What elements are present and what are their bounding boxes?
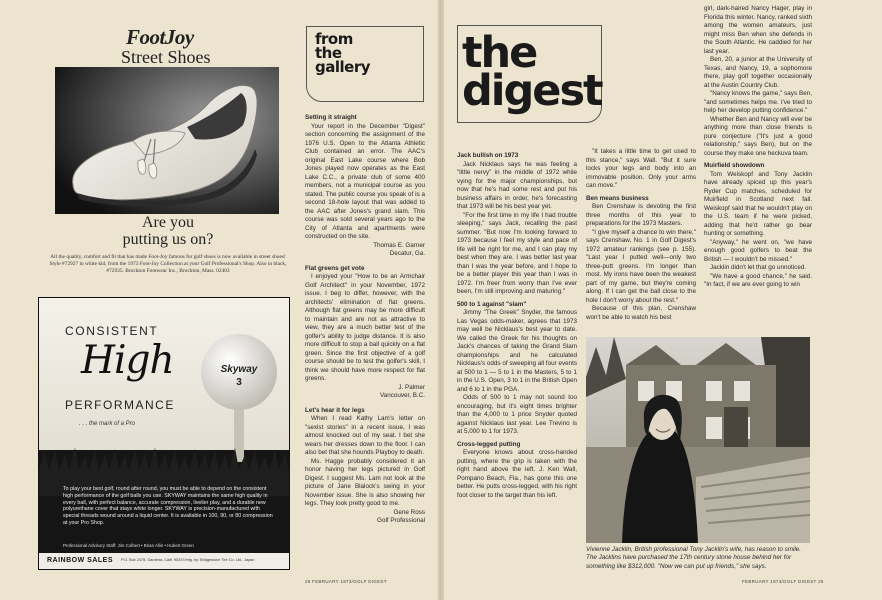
skyway-consistent: CONSISTENT <box>65 324 159 338</box>
article-heading: Muirfield showdown <box>704 162 765 169</box>
letter-2 <box>305 265 425 401</box>
jacklin-photo <box>586 337 810 543</box>
article-paragraph: "For the first time in my life I had trouble sleeping," says Jack, recalling the past summer. "But now I'm looking forward to 1973 because I feel my style and pace of life will be right for me, and I can play my best when they are. I was better last year than I was the year before, and I hope to be a better player this year than I was in 1972. I'm freer from worry than I've ever been, I'm still improving and maturing." <box>457 211 577 295</box>
gallery-title-gallery: gallery <box>315 58 370 76</box>
article-paragraph: Ben Crenshaw is devoting the first three months of this year to preparations for the 1973 Masters. <box>586 203 696 227</box>
article-paragraph: Jacklin didn't let that go unnoticed. <box>710 264 807 271</box>
article-paragraph: Jack Nicklaus says he was feeling a "little nervy" in the middle of 1972 while vying for the major championships, but now that he's had some rest and put his business affairs in order, he's forecasting that 1973 will be his best year yet. <box>457 160 577 210</box>
article-heading: Ben means business <box>586 194 649 202</box>
letter-3 <box>305 407 425 526</box>
skyway-high: High <box>81 338 174 383</box>
digest-title <box>462 28 602 116</box>
article-paragraph: Jimmy "The Greek" Snyder, the famous Las Vegas odds-maker, agrees that 1973 may well be Nicklaus's best year to date. We called the Greek for his thoughts on Jack's chances of taking the Grand Slam championships and he calculated Nicklaus's odds of sweeping all four events at 500 to 1 — 5 to 1 in the Masters, 5 to 1 in the U.S. Open, 3 to 1 in the British Open and 6 to 1 in the PGA. <box>457 309 577 393</box>
letter-body: When I read Kathy Lam's letter on "sexist stories" in a recent issue, I was almost knocked out of my seat. I bet she wears her dresses down to the floor. I can also bet that she hounds Playboy to death. <box>305 415 425 456</box>
letter-heading: Setting it straight <box>305 114 357 121</box>
footjoy-headline <box>50 214 286 248</box>
article-paragraph: Odds of 500 to 1 may not sound too encouraging, but it's eight times brighter than the 4,000 to 1 price Snyder quoted against Nicklaus last year. Lee Trevino is at 5,000 to 1 for 1973. <box>457 394 577 435</box>
digest-column-1 <box>457 148 577 500</box>
article-paragraph: girl, dark-haired Nancy Hager, play in Florida this winter. Nancy, ranked sixth among the women amateurs, just might miss Ben when she defends in the South Atlantic. He caddied for her last year. <box>704 5 812 55</box>
digest-title-digest: digest <box>462 66 602 116</box>
article-paragraph: "It takes a little time to get used to this stance," says Wall. "But it sure locks your legs and body into an immovable position. Only your arms can move." <box>586 148 696 189</box>
footjoy-product: Street Shoes <box>121 47 211 67</box>
shoe-photo <box>55 67 279 214</box>
footjoy-headline-2: putting us on? <box>122 231 214 248</box>
article-paragraph: Everyone knows about cross-handed putting, where the grip is taken with the right hand above the left. J. Ken Wall, Pompano Beach, Fla., has gone this one better. He putts cross-legged, with his right foot closer to the target than his left. <box>457 449 577 499</box>
digest-header-box <box>457 25 602 123</box>
photo-caption: Vivienne Jacklin, British professional Tony Jacklin's wife, has reason to smile. The Jacklins have purchased the 17th century stone house behind her for something like $312,000. "Now we can put up friends," she says. <box>586 546 802 570</box>
footjoy-body: All the quality, comfort and fit that has made Foot-Joy famous for golf shoes is now available in street shoes! Style #72927 in white kid, from the 1973 Foot-Joy Collection at your Golf Professional's Shop. Also in black, #72935. Brockton Footwear Inc., Brockton, Mass. 02403 <box>49 254 287 275</box>
letter-location: Vancouver, B.C. <box>379 392 425 399</box>
letter-signature: J. Palmer <box>398 383 425 391</box>
loafer-shoe-icon <box>55 67 279 214</box>
letter-heading: Flat greens get vote <box>305 264 365 272</box>
article-heading: 500 to 1 against "slam" <box>457 300 527 308</box>
footjoy-logo: FootJoy <box>126 25 194 49</box>
right-page <box>442 0 882 600</box>
ball-number-text: 3 <box>236 377 242 388</box>
skyway-performance: PERFORMANCE <box>65 398 175 412</box>
article-heading: Cross-legged putting <box>457 440 521 448</box>
digest-column-3 <box>704 5 812 290</box>
skyway-ad <box>38 297 290 570</box>
letter-signature: Gene Ross <box>393 508 425 516</box>
article-paragraph: Whether Ben and Nancy will ever be anything more than close friends is pure conjecture ("It's just a good relationship," says Ben), but on the course they make one heckuva team. <box>704 115 812 157</box>
skyway-advisory: Professional Advisory Staff: Jim Colbert • Brian Allin • Hubert Green <box>63 543 194 548</box>
gallery-title <box>315 32 370 74</box>
ball-brand-text: Skyway <box>220 364 258 375</box>
gallery-title-from: from <box>315 30 353 48</box>
digest-title-the: the <box>462 28 537 78</box>
left-folio: 26 FEBRUARY 1973/GOLF DIGEST <box>305 579 387 584</box>
skyway-tagline: . . . the mark of a Pro <box>79 421 136 427</box>
left-page <box>0 0 440 600</box>
skyway-body: To play your best golf, round after round, you must be able to depend on the consistent high performance of the golf balls you use. SKYWAY maintains the same high quality in every ball, with perfect balance, accurate compression, livelier play, and a durable new polyurethane cover that stays white longer. SKYWAY is precision-manufactured with special threads wound around a liquid center. It is available in 100, 90, or 80 compression at your Pro Shop. <box>63 486 273 526</box>
letter-body: Your report in the December "Digest" section concerning the assignment of the 1976 U.S. Open to the Atlanta Athletic Club contained an error. The AAC's original East Lake course where Bob Jones played now operates as the East Lake C.C., a private club of some 400 members, not a municipal course as you stated. The public course you speak of is a second 18-hole layout that was added to the AAC after Jones's grand slam. This course was sold several years ago to the City of Atlanta and apartments were constructed on the site. <box>305 122 425 240</box>
skyway-footer <box>39 553 289 569</box>
article-paragraph: Tom Weiskopf and Tony Jacklin have already spiced up this year's Ryder Cup matches, scheduled for Muirfield in Scotland next fall. Weiskopf said that he wouldn't play on the U.S. team if he were picked, adding that he'd rather go bear hunting or something. <box>704 170 812 237</box>
gallery-header-box <box>306 26 424 102</box>
skyway-address: P.O. Box 2475, Gardena, Calif. 90247/mfg. by: Bridgestone Tire Co. Ltd., Japan <box>121 558 255 562</box>
article-paragraph: "We have a good chance," he said. "In fact, if we are ever going to win <box>704 272 812 288</box>
article-paragraph: "Nancy knows the game," says Ben, "and sometimes helps me. I've tried to help her develop putting confidence." <box>704 90 812 114</box>
right-folio: FEBRUARY 1973/GOLF DIGEST 25 <box>742 579 824 584</box>
article-paragraph: Ben, 20, a junior at the University of Texas, and Nancy, 19, a sophomore there, play golf together occasionally at the Austin Country Club. <box>704 56 812 89</box>
footjoy-headline-1: Are you <box>142 214 194 231</box>
letter-body-2: Ms. Hagge probably considered it an honor having her legs pictured in Golf Digest. I suggest Ms. Lam not look at the picture of Jane Blalock's swing in your November issue. She is also showing her legs. They look pretty good to me. <box>305 457 425 507</box>
article-paragraph: Because of this plan, Crenshaw won't be able to watch his best <box>586 305 696 321</box>
rainbow-sales: RAINBOW SALES <box>47 557 113 564</box>
letter-body: I enjoyed your "How to be an Armchair Golf Architect" in your November, 1972 issue. I beg to differ, however, with the architects' elimination of flat greens. Although flat greens may be more difficult to maintain and are not as attractive to view, they are a much better test of the golfer's ability to judge distance. It is also more difficult to stop a ball quickly on a flat green. Since the first objective of a golf course should be to test the golfer's skill, I think we should have more respect for flat greens. <box>305 273 425 382</box>
letter-location: Decatur, Ga. <box>389 250 425 257</box>
letter-1 <box>305 114 425 259</box>
letter-signature: Thomas E. Garner <box>373 241 425 249</box>
gallery-letters <box>305 110 425 526</box>
letter-location: Golf Professional <box>377 517 425 524</box>
article-heading: Jack bullish on 1973 <box>457 152 519 159</box>
golf-ball-icon <box>199 328 279 468</box>
gallery-title-the: the <box>315 44 342 62</box>
article-paragraph: "Anyway," he went on, "we have enough good golfers to beat the British — I wouldn't be missed." <box>704 238 812 263</box>
letter-heading: Let's hear it for legs <box>305 406 365 414</box>
digest-column-2 <box>586 148 696 322</box>
house-and-woman-photo-icon <box>586 337 810 543</box>
article-paragraph: "I give myself a chance to win there," says Crenshaw, No. 1 in Golf Digest's 1972 amateur rankings (see p. 155). "Last year I putted well—only two three-putt greens. I'm longer than most. My irons have been the weakest part of my game, but they're coming along. If I can get the ball close to the hole I don't worry about the rest." <box>586 228 696 304</box>
